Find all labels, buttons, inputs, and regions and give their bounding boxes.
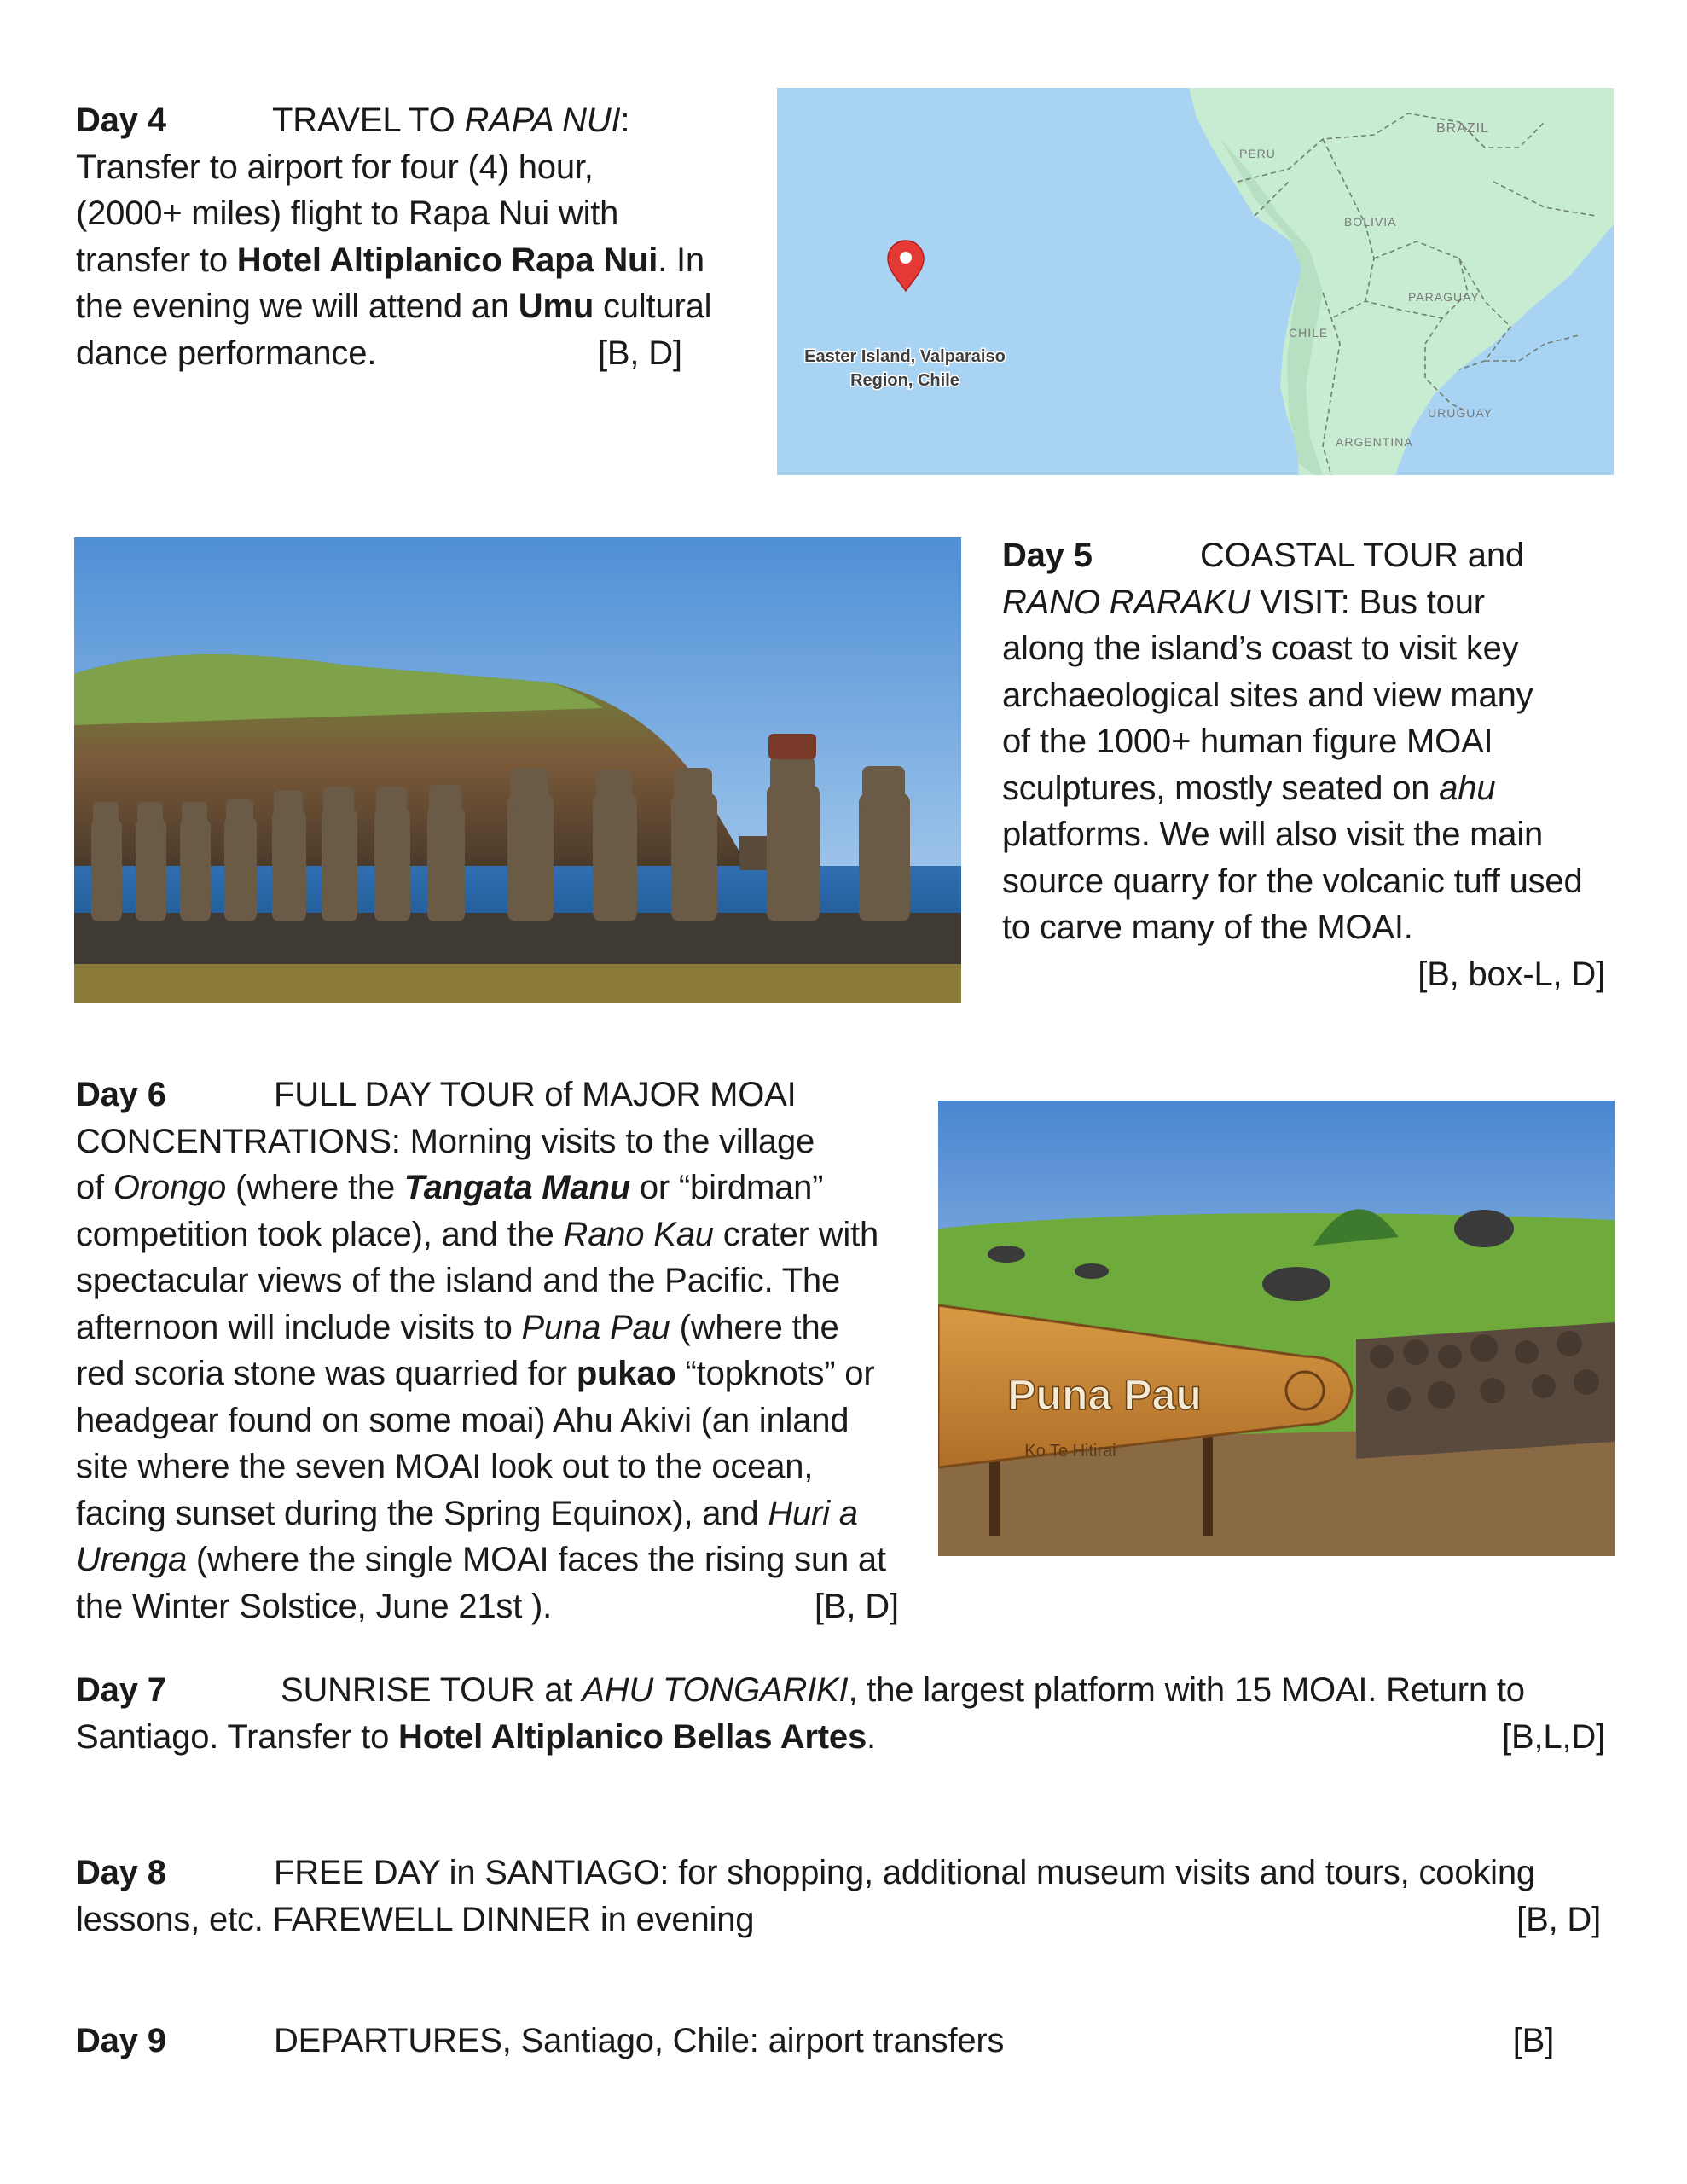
- day9-meals: [B]: [1512, 2022, 1554, 2059]
- day5-meals: [B, box-L, D]: [1417, 955, 1605, 993]
- map-label-uruguay: URUGUAY: [1428, 406, 1493, 420]
- map-label-argentina: ARGENTINA: [1336, 435, 1413, 449]
- sign-subtext: Ko Te Hitirai: [1024, 1442, 1116, 1461]
- map-pin-label-2: Region, Chile: [850, 371, 959, 390]
- photo-puna-pau-sign: [938, 1101, 1615, 1556]
- day7-text: Day 7 SUNRISE TOUR at AHU TONGARIKI, the largest platform with 15 MOAI. Return to Santiago. Transfer to Hotel Altiplanico Bellas Artes. [B,L,D]: [76, 1667, 1605, 1760]
- map-label-paraguay: PARAGUAY: [1408, 290, 1480, 304]
- sign-text: Puna Pau: [1007, 1371, 1202, 1419]
- day9-label: Day 9: [76, 2022, 166, 2059]
- day8-meals: [B, D]: [1516, 1900, 1601, 1938]
- day8-text: Day 8 FREE DAY in SANTIAGO: for shopping, additional museum visits and tours, cooking lessons, etc. FAREWELL DINNER in evening [B, D]: [76, 1850, 1605, 1943]
- day7-label: Day 7: [76, 1671, 166, 1709]
- day9-text: Day 9 DEPARTURES, Santiago, Chile: airport transfers [B]: [76, 2018, 1605, 2065]
- day6-label: Day 6: [76, 1076, 166, 1113]
- map-label-brazil: BRAZIL: [1436, 121, 1490, 136]
- day4-label: Day 4: [76, 102, 166, 139]
- day7-meals: [B,L,D]: [1502, 1717, 1605, 1756]
- map-label-peru: PERU: [1239, 147, 1276, 160]
- day6-text: Day 6 FULL DAY TOUR of MAJOR MOAI CONCENTRATIONS: Morning visits to the village of Orongo (where the Tangata Manu or “birdman” competition took place), and the Rano Kau crater with spectacular views of the island and the Pacific. The afternoon will include visits to Puna Pau (where the red scoria stone was quarried for pukao “topknots” or headgear found on some moai) Ahu Akivi (an inland site where the seven MOAI look out to the ocean, facing sunset during the Spring Equinox), and Huri a Urenga (where the single MOAI faces the rising sun at the Winter Solstice, June 21st ). [B, D]: [76, 1072, 920, 1629]
- hotel-bellas-artes: Hotel Altiplanico Bellas Artes: [398, 1717, 867, 1756]
- map-label-bolivia: BOLIVIA: [1344, 215, 1397, 229]
- map-easter-island: [777, 88, 1614, 475]
- photo-moai-row: [74, 537, 961, 1003]
- map-label-chile: CHILE: [1289, 326, 1329, 340]
- day4-text: Day 4 TRAVEL TO RAPA NUI: Transfer to airport for four (4) hour, (2000+ miles) flight to Rapa Nui with transfer to Hotel Altiplanico Rapa Nui. In the evening we will attend an Umu cultural dance performance. [B, D]: [76, 97, 724, 376]
- day6-meals: [B, D]: [815, 1587, 899, 1625]
- hotel-rapa-nui: Hotel Altiplanico Rapa Nui: [236, 241, 658, 279]
- day4-meals: [B, D]: [598, 334, 682, 372]
- day8-label: Day 8: [76, 1854, 166, 1891]
- map-pin-label-1: Easter Island, Valparaiso: [804, 347, 1006, 366]
- day5-text: Day 5 COASTAL TOUR and RANO RARAKU VISIT: Bus tour along the island’s coast to visit key archaeological sites and view many of the 1000+ human figure MOAI sculptures, mostly seated on ahu platforms. We will also visit the main source quarry for the volcanic tuff used to carve many of the MOAI. [B, box-L, D]: [1002, 532, 1608, 997]
- day5-label: Day 5: [1002, 537, 1093, 574]
